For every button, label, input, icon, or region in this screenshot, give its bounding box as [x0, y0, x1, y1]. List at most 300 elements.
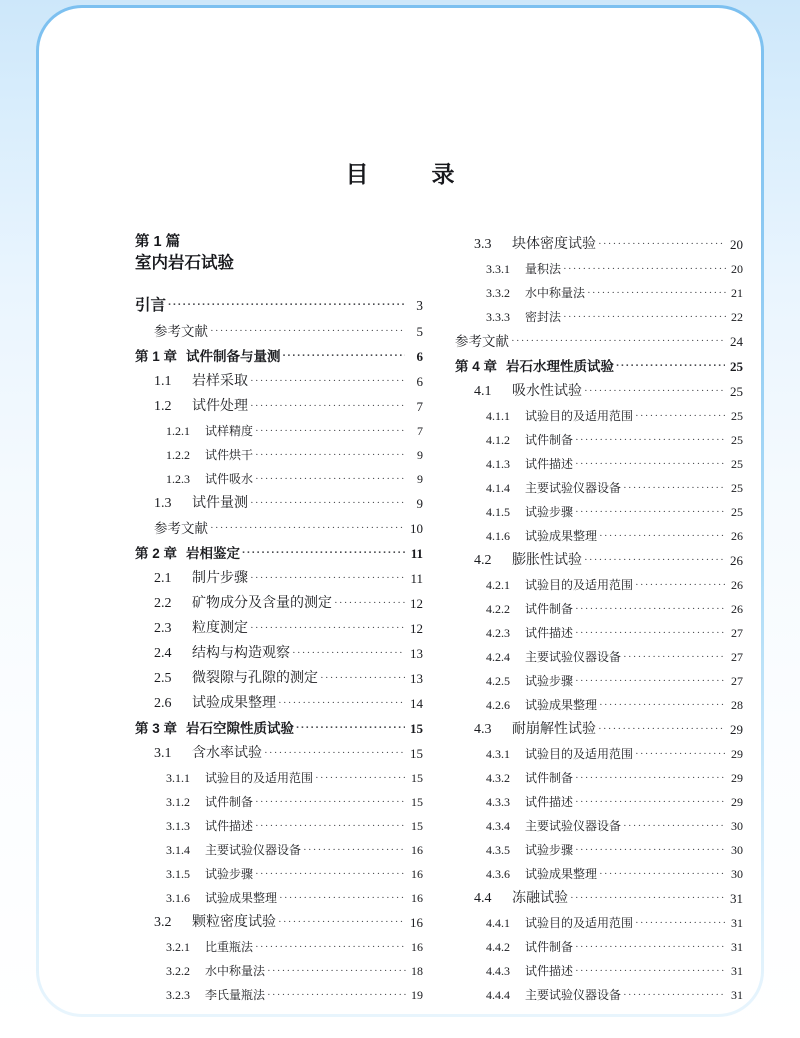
toc-leader-dots [575, 428, 726, 452]
toc-entry-number: 4.4.1 [486, 916, 510, 930]
toc-entry-page-number: 30 [731, 819, 743, 833]
toc-entry[interactable] [154, 741, 423, 766]
toc-leader-dots [598, 717, 725, 742]
toc-entry-number: 4.1.3 [486, 457, 510, 471]
toc-entry[interactable] [486, 983, 743, 1007]
toc-entry[interactable] [486, 838, 743, 862]
toc-entry-page-number: 26 [731, 602, 743, 616]
toc-entry-page-number: 26 [731, 578, 743, 592]
toc-entry[interactable] [486, 911, 743, 935]
toc-entry-page-number: 7 [417, 424, 423, 438]
toc-entry-page-number: 3 [416, 298, 423, 313]
toc-entry-number: 2.5 [154, 671, 172, 686]
toc-entry-page-number: 7 [416, 399, 423, 414]
toc-entry-number: 第 4 章 [455, 359, 498, 374]
toc-entry-title: 密封法 [525, 310, 562, 324]
toc-entry[interactable] [154, 691, 423, 716]
toc-entry-title: 岩石水理性质试验 [506, 359, 615, 374]
toc-entry-page-number: 16 [411, 843, 423, 857]
toc-entry-page-number: 15 [411, 795, 423, 809]
toc-entry-number: 3.1.4 [166, 843, 190, 857]
toc-leader-dots [563, 305, 726, 329]
toc-entry[interactable] [154, 641, 423, 666]
toc-entry-number: 4.3.5 [486, 843, 510, 857]
toc-leader-dots [599, 524, 726, 548]
toc-entry-page-number: 9 [417, 448, 423, 462]
toc-entry[interactable] [455, 329, 743, 354]
toc-leader-dots [250, 394, 405, 419]
page-title: 目 录 [345, 161, 475, 187]
toc-entry-number: 4.4.2 [486, 940, 510, 954]
toc-entry-title: 颗粒密度试验 [192, 915, 276, 930]
toc-entry-number: 4.4.3 [486, 964, 510, 978]
toc-leader-dots [264, 741, 405, 766]
toc-entry[interactable] [486, 621, 743, 645]
toc-entry-page-number: 9 [416, 496, 423, 511]
toc-entry-title: 参考文献 [154, 521, 208, 536]
toc-entry-page-number: 9 [417, 472, 423, 486]
toc-entry[interactable] [154, 319, 423, 344]
toc-entry-page-number: 16 [411, 867, 423, 881]
toc-entry-page-number: 25 [731, 409, 743, 423]
toc-entry[interactable] [486, 790, 743, 814]
toc-leader-dots [255, 814, 406, 838]
toc-leader-dots [635, 573, 726, 597]
toc-leader-dots [267, 983, 406, 1007]
toc-leader-dots [255, 935, 406, 959]
toc-leader-dots [210, 516, 405, 541]
toc-entry-page-number: 25 [731, 433, 743, 447]
toc-leader-dots [584, 379, 725, 404]
toc-entry[interactable] [154, 516, 423, 541]
toc-entry-page-number: 25 [731, 457, 743, 471]
toc-entry[interactable] [154, 591, 423, 616]
toc-entry[interactable] [486, 814, 743, 838]
toc-entry[interactable] [154, 566, 423, 591]
toc-leader-dots [242, 541, 405, 566]
toc-entry-title: 试验成果整理 [192, 696, 276, 711]
toc-entry-page-number: 6 [416, 349, 423, 364]
toc-entry[interactable] [486, 935, 743, 959]
part-number: 第 1 篇 [135, 234, 181, 250]
toc-entry[interactable] [486, 597, 743, 621]
toc-entry-number: 3.2.3 [166, 988, 190, 1002]
toc-leader-dots [334, 591, 405, 616]
toc-entry-title: 试验步骤 [525, 843, 574, 857]
toc-entry-title: 试件描述 [525, 795, 574, 809]
toc-entry-number: 4.2.1 [486, 578, 510, 592]
toc-entry-number: 1.2.3 [166, 472, 190, 486]
toc-entry-page-number: 21 [731, 286, 743, 300]
toc-entry-number: 4.4 [474, 891, 492, 906]
toc-entry-number: 4.3.3 [486, 795, 510, 809]
toc-leader-dots [575, 766, 726, 790]
toc-entry-title: 试验目的及适用范围 [525, 916, 634, 930]
toc-entry-number: 4.2 [474, 553, 492, 568]
toc-entry[interactable] [474, 379, 743, 404]
toc-leader-dots [250, 616, 405, 641]
toc-leader-dots [575, 621, 726, 645]
toc-entry-number: 4.1.6 [486, 529, 510, 543]
toc-leader-dots [255, 419, 406, 443]
toc-leader-dots [315, 766, 406, 790]
toc-entry-number: 第 1 章 [135, 349, 178, 364]
toc-leader-dots [511, 329, 725, 354]
toc-entry-title: 微裂隙与孔隙的测定 [192, 671, 318, 686]
toc-entry-number: 第 2 章 [135, 546, 178, 561]
toc-entry-title: 试验目的及适用范围 [205, 771, 314, 785]
toc-entry[interactable] [154, 394, 423, 419]
toc-entry-page-number: 25 [731, 481, 743, 495]
toc-entry[interactable] [486, 452, 743, 476]
toc-entry-title: 引言 [135, 297, 167, 314]
toc-entry-title: 试验步骤 [525, 505, 574, 519]
toc-entry-title: 比重瓶法 [205, 940, 254, 954]
toc-entry[interactable] [486, 257, 743, 281]
toc-entry[interactable] [486, 281, 743, 305]
toc-entry-number: 4.2.4 [486, 650, 510, 664]
toc-leader-dots [278, 910, 405, 935]
toc-entry-number: 4.2.6 [486, 698, 510, 712]
toc-entry-number: 4.4.4 [486, 988, 510, 1002]
toc-leader-dots [575, 959, 726, 983]
toc-entry-number: 3.1.1 [166, 771, 190, 785]
toc-leader-dots [575, 452, 726, 476]
toc-entry[interactable] [154, 369, 423, 394]
toc-leader-dots [575, 935, 726, 959]
toc-entry-number: 2.4 [154, 646, 172, 661]
toc-entry[interactable] [166, 959, 423, 983]
toc-entry-title: 试验成果整理 [525, 529, 598, 543]
toc-entry-number: 4.1.1 [486, 409, 510, 423]
toc-entry-title: 岩样采取 [192, 374, 248, 389]
toc-entry-page-number: 26 [731, 529, 743, 543]
toc-entry-title: 试验成果整理 [525, 867, 598, 881]
toc-entry[interactable] [486, 742, 743, 766]
toc-entry[interactable] [474, 232, 743, 257]
toc-leader-dots [250, 566, 405, 591]
toc-entry-title: 试验步骤 [525, 674, 574, 688]
toc-entry[interactable] [135, 344, 423, 369]
toc-entry-page-number: 11 [410, 571, 423, 586]
toc-entry-number: 1.1 [154, 374, 172, 389]
toc-leader-dots [623, 476, 726, 500]
toc-entry-title: 试件描述 [525, 964, 574, 978]
toc-entry[interactable] [166, 838, 423, 862]
toc-entry-number: 4.3.1 [486, 747, 510, 761]
toc-entry-title: 试件量测 [192, 496, 248, 511]
toc-entry-title: 试件制备 [525, 771, 574, 785]
toc-entry[interactable] [486, 305, 743, 329]
toc-entries-left [135, 292, 423, 1007]
toc-entry-page-number: 30 [731, 843, 743, 857]
toc-entry-number: 4.1.4 [486, 481, 510, 495]
toc-entry[interactable] [486, 669, 743, 693]
toc-entry-number: 1.2.2 [166, 448, 190, 462]
page-card [36, 5, 764, 1017]
toc-entry-title: 试件制备 [525, 602, 574, 616]
toc-leader-dots [575, 669, 726, 693]
toc-entry-number: 第 3 章 [135, 721, 178, 736]
toc-leader-dots [267, 959, 406, 983]
toc-entry[interactable] [486, 500, 743, 524]
toc-leader-dots [250, 491, 405, 516]
toc-entry-page-number: 25 [730, 359, 743, 374]
toc-entry-title: 试件制备 [525, 433, 574, 447]
toc-entry[interactable] [486, 766, 743, 790]
toc-entry-title: 耐崩解性试验 [512, 722, 596, 737]
toc-entry-number: 3.3 [474, 237, 492, 252]
toc-entry-page-number: 5 [416, 324, 423, 339]
toc-entry-title: 主要试验仪器设备 [525, 988, 622, 1002]
toc-leader-dots [255, 790, 406, 814]
toc-entry-title: 参考文献 [455, 334, 509, 349]
toc-leader-dots [584, 548, 725, 573]
toc-entry-page-number: 27 [731, 650, 743, 664]
toc-entry-page-number: 31 [731, 988, 743, 1002]
toc-entry-page-number: 14 [410, 696, 423, 711]
toc-entry-number: 3.1.6 [166, 891, 190, 905]
toc-entry-title: 水中称量法 [525, 286, 586, 300]
toc-entry-page-number: 20 [730, 237, 743, 252]
toc-entry-number: 4.3.4 [486, 819, 510, 833]
toc-entry-title: 吸水性试验 [512, 384, 582, 399]
toc-entry-page-number: 25 [731, 505, 743, 519]
toc-entry-page-number: 22 [731, 310, 743, 324]
toc-entry[interactable] [135, 716, 423, 741]
toc-entry-title: 制片步骤 [192, 571, 248, 586]
toc-entry-number: 4.1 [474, 384, 492, 399]
toc-entry[interactable] [486, 959, 743, 983]
toc-entry[interactable] [455, 354, 743, 379]
toc-leader-dots [575, 790, 726, 814]
toc-entry-page-number: 13 [410, 646, 423, 661]
toc-entry[interactable] [166, 419, 423, 443]
toc-entry-title: 试件烘干 [205, 448, 254, 462]
toc-entry-number: 3.2.1 [166, 940, 190, 954]
toc-entry[interactable] [474, 548, 743, 573]
toc-entry-page-number: 12 [410, 596, 423, 611]
toc-leader-dots [635, 404, 726, 428]
toc-leader-dots [635, 742, 726, 766]
toc-entry-title: 块体密度试验 [512, 237, 596, 252]
toc-entry[interactable] [166, 443, 423, 467]
toc-leader-dots [279, 886, 406, 910]
toc-entry-number: 2.1 [154, 571, 172, 586]
toc-entry[interactable] [166, 790, 423, 814]
toc-entry-number: 3.1.3 [166, 819, 190, 833]
toc-entry[interactable] [486, 428, 743, 452]
toc-entry-page-number: 30 [731, 867, 743, 881]
toc-entry[interactable] [154, 910, 423, 935]
toc-entry-page-number: 29 [730, 722, 743, 737]
toc-entry-title: 量积法 [525, 262, 562, 276]
toc-entry-title: 主要试验仪器设备 [525, 819, 622, 833]
toc-entry-page-number: 10 [410, 521, 423, 536]
toc-entry-title: 李氏量瓶法 [205, 988, 266, 1002]
toc-entry[interactable] [474, 717, 743, 742]
toc-entry-page-number: 20 [731, 262, 743, 276]
toc-entry-page-number: 31 [731, 964, 743, 978]
toc-entry[interactable] [135, 292, 423, 319]
toc-leader-dots [599, 693, 726, 717]
toc-entry-page-number: 29 [731, 747, 743, 761]
toc-column-right [455, 232, 743, 1007]
toc-entry-number: 3.1 [154, 746, 172, 761]
toc-leader-dots [623, 814, 726, 838]
toc-entry-page-number: 15 [411, 771, 423, 785]
toc-entry-title: 参考文献 [154, 324, 208, 339]
toc-entry[interactable] [486, 524, 743, 548]
toc-leader-dots [292, 641, 405, 666]
part-heading [135, 232, 423, 275]
toc-entry-page-number: 28 [731, 698, 743, 712]
toc-entry[interactable] [486, 693, 743, 717]
toc-entry-title: 岩石空隙性质试验 [186, 721, 295, 736]
toc-entry-page-number: 12 [410, 621, 423, 636]
toc-entry-title: 膨胀性试验 [512, 553, 582, 568]
toc-column-left [135, 232, 423, 1007]
toc-entry-page-number: 16 [411, 940, 423, 954]
toc-entry-number: 3.2 [154, 915, 172, 930]
toc-entry-title: 冻融试验 [512, 891, 568, 906]
toc-entry[interactable] [486, 645, 743, 669]
toc-entry-page-number: 15 [410, 721, 423, 736]
toc-leader-dots [250, 369, 405, 394]
toc-entry-page-number: 25 [730, 384, 743, 399]
toc-entry[interactable] [135, 541, 423, 566]
toc-entry[interactable] [166, 935, 423, 959]
toc-entry-number: 3.3.3 [486, 310, 510, 324]
toc-entry-title: 试件制备与量测 [186, 349, 281, 364]
toc-entry-title: 试验成果整理 [525, 698, 598, 712]
toc-entry[interactable] [166, 886, 423, 910]
toc-leader-dots [210, 319, 405, 344]
toc-entry-number: 4.2.2 [486, 602, 510, 616]
toc-leader-dots [570, 886, 725, 911]
toc-entry-page-number: 26 [730, 553, 743, 568]
toc-entry-number: 2.2 [154, 596, 172, 611]
toc-entry-page-number: 19 [411, 988, 423, 1002]
toc-leader-dots [278, 691, 405, 716]
toc-entry-number: 3.3.2 [486, 286, 510, 300]
toc-entry-title: 岩相鉴定 [186, 546, 241, 561]
toc-entry[interactable] [166, 983, 423, 1007]
toc-entry[interactable] [474, 886, 743, 911]
toc-leader-dots [303, 838, 406, 862]
toc-entry-page-number: 31 [731, 916, 743, 930]
toc-entry[interactable] [166, 766, 423, 790]
toc-entry-page-number: 29 [731, 795, 743, 809]
toc-entries-right [455, 232, 743, 1007]
toc-leader-dots [283, 344, 405, 369]
toc-entry[interactable] [166, 862, 423, 886]
toc-entry-title: 试件吸水 [205, 472, 254, 486]
toc-entry-title: 试件描述 [525, 457, 574, 471]
toc-entry-number: 3.1.5 [166, 867, 190, 881]
toc-entry-number: 1.3 [154, 496, 172, 511]
toc-entry-number: 4.3.2 [486, 771, 510, 785]
toc-leader-dots [320, 666, 405, 691]
toc-leader-dots [575, 597, 726, 621]
toc-columns [135, 232, 743, 1007]
toc-entry-page-number: 15 [411, 819, 423, 833]
toc-entry-title: 试验目的及适用范围 [525, 747, 634, 761]
toc-leader-dots [563, 257, 726, 281]
toc-entry-title: 试件描述 [205, 819, 254, 833]
toc-leader-dots [616, 354, 725, 379]
toc-leader-dots [599, 862, 726, 886]
toc-entry[interactable] [154, 616, 423, 641]
toc-leader-dots [255, 862, 406, 886]
toc-entry-number: 3.1.2 [166, 795, 190, 809]
toc-entry-number: 4.3.6 [486, 867, 510, 881]
toc-entry[interactable] [486, 476, 743, 500]
toc-entry-title: 试件制备 [205, 795, 254, 809]
toc-leader-dots [635, 911, 726, 935]
toc-entry-number: 3.2.2 [166, 964, 190, 978]
toc-entry-number: 3.3.1 [486, 262, 510, 276]
toc-entry-page-number: 31 [731, 940, 743, 954]
toc-entry-title: 结构与构造观察 [192, 646, 290, 661]
toc-entry-number: 4.2.3 [486, 626, 510, 640]
toc-entry-title: 含水率试验 [192, 746, 262, 761]
toc-entry[interactable] [154, 491, 423, 516]
toc-leader-dots [598, 232, 725, 257]
toc-entry[interactable] [486, 404, 743, 428]
toc-entry[interactable] [486, 573, 743, 597]
toc-entry-title: 水中称量法 [205, 964, 266, 978]
toc-entry-title: 试件描述 [525, 626, 574, 640]
toc-entry[interactable] [486, 862, 743, 886]
toc-entry-title: 试验步骤 [205, 867, 254, 881]
toc-leader-dots [575, 500, 726, 524]
toc-entry-page-number: 24 [730, 334, 743, 349]
toc-entry-title: 矿物成分及含量的测定 [192, 596, 332, 611]
toc-leader-dots [255, 467, 406, 491]
toc-entry-page-number: 27 [731, 626, 743, 640]
toc-entry-page-number: 29 [731, 771, 743, 785]
part-name: 室内岩石试验 [135, 254, 234, 272]
toc-entry-title: 试验目的及适用范围 [525, 578, 634, 592]
toc-leader-dots [587, 281, 726, 305]
toc-entry-number: 2.6 [154, 696, 172, 711]
toc-entry-page-number: 13 [410, 671, 423, 686]
toc-leader-dots [168, 292, 405, 319]
toc-entry-title: 试验目的及适用范围 [525, 409, 634, 423]
toc-entry[interactable] [166, 467, 423, 491]
toc-entry[interactable] [166, 814, 423, 838]
toc-entry-title: 主要试验仪器设备 [525, 650, 622, 664]
toc-entry-number: 1.2.1 [166, 424, 190, 438]
toc-entry-page-number: 15 [410, 746, 423, 761]
toc-entry-page-number: 16 [410, 915, 423, 930]
toc-entry[interactable] [154, 666, 423, 691]
toc-leader-dots [255, 443, 406, 467]
toc-entry-page-number: 27 [731, 674, 743, 688]
toc-entry-title: 试件处理 [192, 399, 248, 414]
toc-entry-title: 主要试验仪器设备 [525, 481, 622, 495]
toc-entry-title: 试样精度 [205, 424, 254, 438]
toc-leader-dots [575, 838, 726, 862]
toc-entry-title: 试验成果整理 [205, 891, 278, 905]
toc-leader-dots [296, 716, 405, 741]
toc-entry-page-number: 31 [730, 891, 743, 906]
toc-entry-number: 4.3 [474, 722, 492, 737]
toc-entry-number: 4.2.5 [486, 674, 510, 688]
toc-entry-number: 2.3 [154, 621, 172, 636]
toc-entry-number: 1.2 [154, 399, 172, 414]
